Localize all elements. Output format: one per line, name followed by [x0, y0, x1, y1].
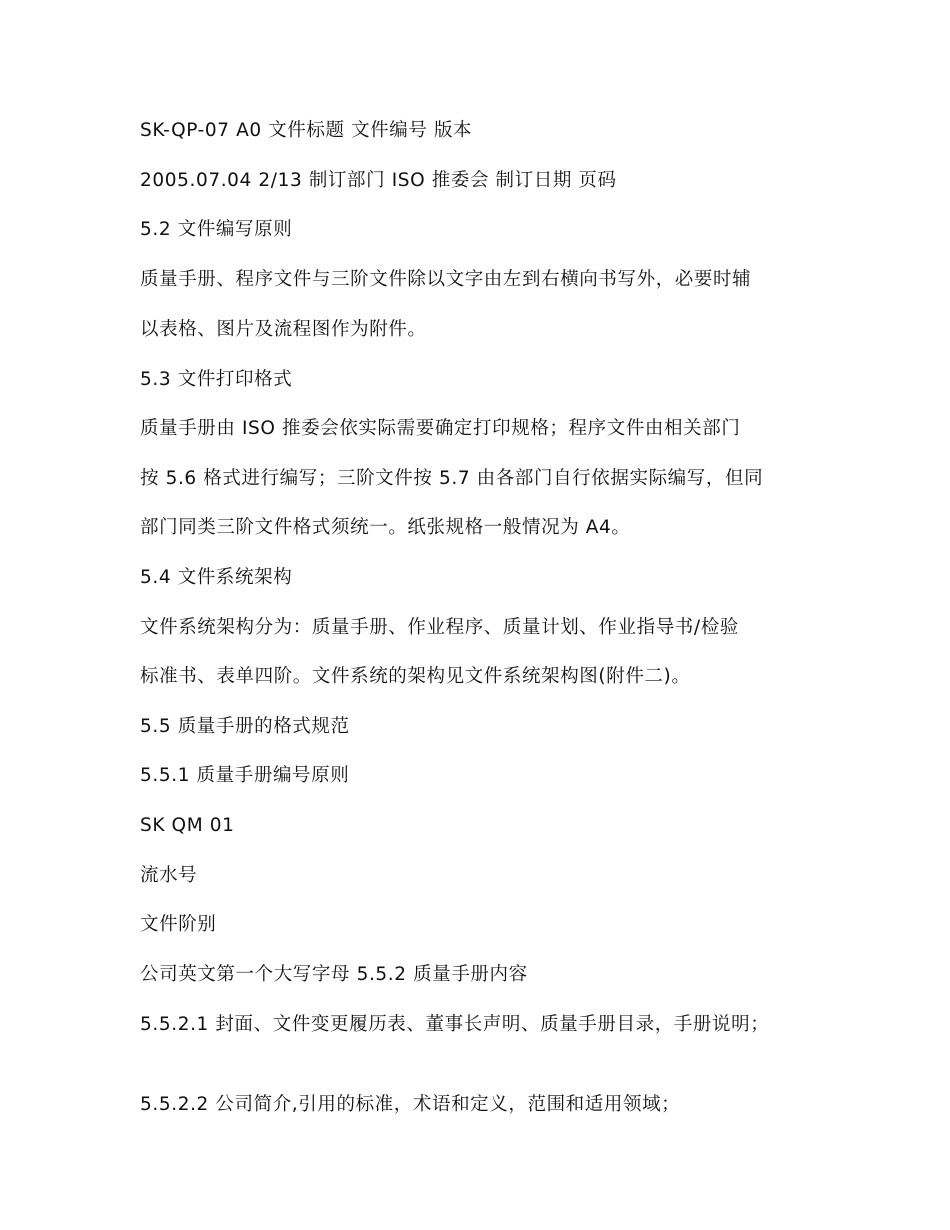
code-label-level: 文件阶别 — [140, 914, 217, 935]
list-item-5-5-2-1: 5.5.2.1 封面、文件变更履历表、董事长声明、质量手册目录，手册说明； — [140, 1014, 770, 1035]
code-example: SK QM 01 — [140, 815, 235, 836]
paragraph-line: 标准书、表单四阶。文件系统的架构见文件系统架构图(附件二)。 — [140, 666, 691, 687]
header-line-date: 2005.07.04 2/13 制订部门 ISO 推委会 制订日期 页码 — [140, 170, 617, 191]
paragraph-line: 文件系统架构分为：质量手册、作业程序、质量计划、作业指导书/检验 — [140, 617, 739, 638]
code-label-company: 公司英文第一个大写字母 5.5.2 质量手册内容 — [140, 964, 528, 985]
section-heading-5-5-1: 5.5.1 质量手册编号原则 — [140, 765, 350, 786]
section-heading-5-3: 5.3 文件打印格式 — [140, 369, 293, 390]
paragraph-line: 质量手册、程序文件与三阶文件除以文字由左到右横向书写外，必要时辅 — [140, 269, 752, 290]
paragraph-line: 质量手册由 ISO 推委会依实际需要确定打印规格；程序文件由相关部门 — [140, 418, 741, 439]
paragraph-line: 以表格、图片及流程图作为附件。 — [140, 319, 427, 340]
list-item-5-5-2-2: 5.5.2.2 公司简介,引用的标准，术语和定义，范围和适用领域； — [140, 1094, 681, 1115]
header-line-title: SK-QP-07 A0 文件标题 文件编号 版本 — [140, 120, 473, 141]
code-label-serial: 流水号 — [140, 865, 198, 886]
section-heading-5-5: 5.5 质量手册的格式规范 — [140, 716, 350, 737]
section-heading-5-4: 5.4 文件系统架构 — [140, 567, 293, 588]
paragraph-line: 部门同类三阶文件格式须统一。纸张规格一般情况为 A4。 — [140, 517, 631, 538]
section-heading-5-2: 5.2 文件编写原则 — [140, 219, 293, 240]
paragraph-line: 按 5.6 格式进行编写；三阶文件按 5.7 由各部门自行依据实际编写，但同 — [140, 468, 764, 489]
